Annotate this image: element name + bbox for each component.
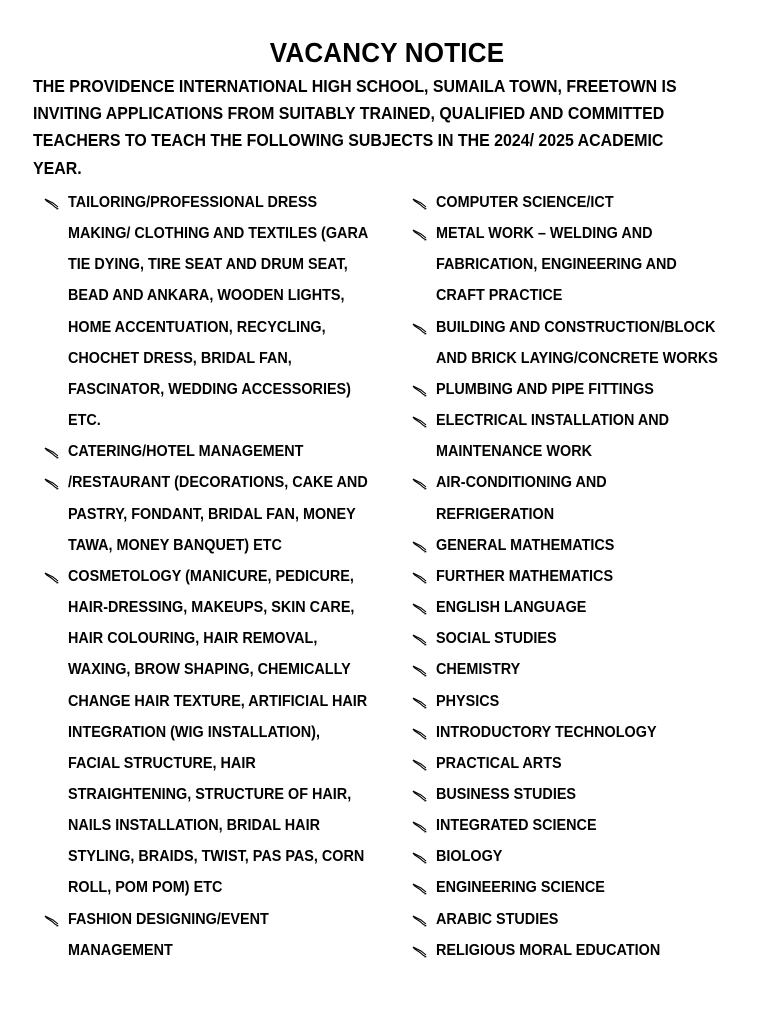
- subject-line: INTRODUCTORY TECHNOLOGY: [436, 723, 657, 741]
- subject-line: COMPUTER SCIENCE/ICT: [436, 194, 614, 211]
- subject-item: [412, 779, 768, 810]
- subject-line: PLUMBING AND PIPE FITTINGS: [436, 380, 654, 398]
- subject-line: NAILS INSTALLATION, BRIDAL HAIR: [68, 817, 320, 835]
- subject-line: METAL WORK – WELDING AND: [436, 225, 653, 243]
- subject-text: [436, 810, 768, 841]
- subject-line: MANAGEMENT: [68, 941, 173, 959]
- writing-hand-icon: [412, 818, 428, 834]
- subject-item: [44, 436, 404, 467]
- subject-line: INTEGRATED SCIENCE: [436, 817, 597, 835]
- subject-line: WAXING, BROW SHAPING, CHEMICALLY: [68, 661, 351, 679]
- subject-line: SOCIAL STUDIES: [436, 630, 557, 648]
- subject-line: FURTHER MATHEMATICS: [436, 567, 614, 585]
- subject-line: CHANGE HAIR TEXTURE, ARTIFICIAL HAIR: [68, 692, 368, 710]
- writing-hand-icon: [412, 725, 428, 741]
- subject-item: [412, 218, 768, 311]
- writing-hand-icon: [412, 912, 428, 928]
- subject-line: FASCINATOR, WEDDING ACCESSORIES): [68, 380, 351, 398]
- subject-item: [412, 654, 768, 685]
- intro-line: INVITING APPLICATIONS FROM SUITABLY TRAINED, QUALIFIED AND COMMITTED: [33, 103, 665, 124]
- writing-hand-icon: [412, 382, 428, 398]
- subject-line: COSMETOLOGY (MANICURE, PEDICURE,: [68, 567, 354, 585]
- subject-item: [412, 592, 768, 623]
- subject-text: [436, 561, 768, 592]
- subject-item: [412, 935, 768, 966]
- subject-item: [412, 312, 768, 374]
- subject-line: HAIR-DRESSING, MAKEUPS, SKIN CARE,: [68, 599, 355, 617]
- subject-line: TAILORING/PROFESSIONAL DRESS: [68, 194, 318, 211]
- intro-line: YEAR.: [33, 157, 82, 178]
- subject-line: INTEGRATION (WIG INSTALLATION),: [68, 723, 320, 741]
- writing-hand-icon: [44, 569, 60, 585]
- subject-item: [412, 187, 768, 218]
- subject-line: FABRICATION, ENGINEERING AND: [436, 256, 677, 274]
- writing-hand-icon: [412, 849, 428, 865]
- subject-item: [412, 872, 768, 903]
- subject-line: ROLL, POM POM) ETC: [68, 879, 223, 897]
- subject-item: [412, 374, 768, 405]
- subject-line: BIOLOGY: [436, 848, 503, 866]
- subject-line: RELIGIOUS MORAL EDUCATION: [436, 941, 661, 959]
- writing-hand-icon: [412, 662, 428, 678]
- subject-text: [436, 872, 768, 903]
- writing-hand-icon: [44, 475, 60, 491]
- subject-line: ARABIC STUDIES: [436, 910, 559, 928]
- subject-text: [68, 904, 404, 966]
- subject-line: REFRIGERATION: [436, 505, 555, 523]
- subject-text: [436, 187, 768, 218]
- subject-line: /RESTAURANT (DECORATIONS, CAKE AND: [68, 474, 368, 492]
- subject-item: [412, 748, 768, 779]
- subject-text: [436, 654, 768, 685]
- subject-line: TIE DYING, TIRE SEAT AND DRUM SEAT,: [68, 256, 348, 274]
- writing-hand-icon: [412, 475, 428, 491]
- subject-item: [44, 187, 404, 436]
- writing-hand-icon: [412, 694, 428, 710]
- subject-line: MAKING/ CLOTHING AND TEXTILES (GARA: [68, 225, 369, 243]
- subject-item: [412, 467, 768, 529]
- subject-line: ENGLISH LANGUAGE: [436, 599, 587, 617]
- writing-hand-icon: [412, 413, 428, 429]
- subject-text: [436, 717, 768, 748]
- subject-line: ENGINEERING SCIENCE: [436, 879, 605, 897]
- subject-text: [68, 467, 404, 560]
- subject-line: FACIAL STRUCTURE, HAIR: [68, 754, 256, 772]
- subject-line: BUILDING AND CONSTRUCTION/BLOCK: [436, 318, 716, 336]
- subject-item: [412, 810, 768, 841]
- writing-hand-icon: [412, 631, 428, 647]
- subject-text: [436, 374, 768, 405]
- subject-text: [436, 467, 768, 529]
- subject-text: [436, 592, 768, 623]
- subject-line: PRACTICAL ARTS: [436, 754, 562, 772]
- subject-item: [412, 623, 768, 654]
- subject-item: [412, 405, 768, 467]
- subject-line: TAWA, MONEY BANQUET) ETC: [68, 536, 282, 554]
- writing-hand-icon: [412, 600, 428, 616]
- subject-item: [412, 686, 768, 717]
- subject-line: ELECTRICAL INSTALLATION AND: [436, 412, 670, 430]
- writing-hand-icon: [412, 195, 428, 211]
- subject-text: [68, 187, 404, 436]
- intro-line: THE PROVIDENCE INTERNATIONAL HIGH SCHOOL, SUMAILA TOWN, FREETOWN IS: [33, 76, 677, 96]
- subject-text: [436, 904, 768, 935]
- subject-text: [436, 748, 768, 779]
- subject-text: [436, 841, 768, 872]
- subject-item: [412, 904, 768, 935]
- writing-hand-icon: [44, 195, 60, 211]
- subject-line: STYLING, BRAIDS, TWIST, PAS PAS, CORN: [68, 848, 365, 866]
- intro-line: TEACHERS TO TEACH THE FOLLOWING SUBJECTS IN THE 2024/ 2025 ACADEMIC: [33, 130, 664, 151]
- subject-line: CHOCHET DRESS, BRIDAL FAN,: [68, 349, 292, 367]
- writing-hand-icon: [44, 912, 60, 928]
- subject-line: PHYSICS: [436, 692, 500, 710]
- writing-hand-icon: [412, 943, 428, 959]
- writing-hand-icon: [412, 756, 428, 772]
- subject-line: HAIR COLOURING, HAIR REMOVAL,: [68, 630, 318, 648]
- subject-line: BUSINESS STUDIES: [436, 785, 577, 803]
- writing-hand-icon: [412, 569, 428, 585]
- subject-text: [436, 935, 768, 966]
- subject-item: [44, 467, 404, 560]
- subject-text: [436, 312, 768, 374]
- writing-hand-icon: [412, 538, 428, 554]
- subject-line: MAINTENANCE WORK: [436, 443, 592, 461]
- subject-text: [436, 530, 768, 561]
- subject-item: [44, 561, 404, 904]
- subject-line: ETC.: [68, 412, 101, 430]
- subject-line: BEAD AND ANKARA, WOODEN LIGHTS,: [68, 287, 345, 305]
- subject-line: GENERAL MATHEMATICS: [436, 536, 615, 554]
- subject-line: AIR-CONDITIONING AND: [436, 474, 607, 492]
- subject-line: STRAIGHTENING, STRUCTURE OF HAIR,: [68, 785, 352, 803]
- subject-text: [436, 779, 768, 810]
- subject-line: PASTRY, FONDANT, BRIDAL FAN, MONEY: [68, 505, 356, 523]
- subject-item: [44, 904, 404, 966]
- subject-text: [436, 405, 768, 467]
- writing-hand-icon: [44, 444, 60, 460]
- subject-item: [412, 841, 768, 872]
- writing-hand-icon: [412, 880, 428, 896]
- subject-line: CRAFT PRACTICE: [436, 287, 563, 305]
- right-subject-list: [412, 187, 768, 966]
- subject-item: [412, 530, 768, 561]
- subject-item: [412, 717, 768, 748]
- notice-title: VACANCY NOTICE: [269, 37, 505, 68]
- subject-text: [436, 218, 768, 311]
- subject-line: CATERING/HOTEL MANAGEMENT: [68, 443, 304, 461]
- writing-hand-icon: [412, 787, 428, 803]
- subject-line: CHEMISTRY: [436, 661, 521, 679]
- subject-text: [436, 686, 768, 717]
- notice-intro: [33, 73, 710, 182]
- subject-text: [68, 436, 404, 467]
- writing-hand-icon: [412, 320, 428, 336]
- subject-item: [412, 561, 768, 592]
- subject-line: HOME ACCENTUATION, RECYCLING,: [68, 318, 326, 336]
- subject-text: [68, 561, 404, 904]
- left-subject-list: [44, 187, 404, 966]
- subject-line: AND BRICK LAYING/CONCRETE WORKS: [436, 349, 718, 367]
- subject-text: [436, 623, 768, 654]
- subject-line: FASHION DESIGNING/EVENT: [68, 910, 269, 928]
- writing-hand-icon: [412, 226, 428, 242]
